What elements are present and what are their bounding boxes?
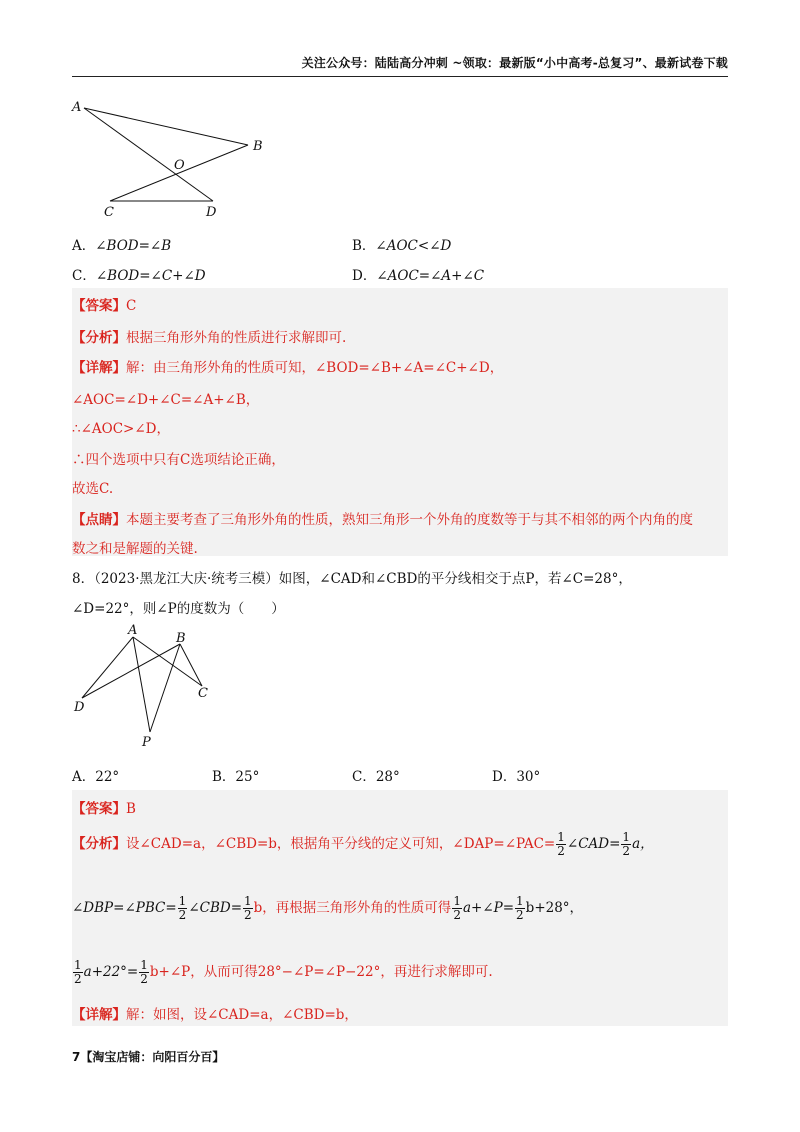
q8-analysis-3: $\frac{1}{2}$ a+22°= $\frac{1}{2}$ b+∠P，从而可得28°−∠P=∠P−22°，再进行求解即可.	[74, 958, 493, 986]
fraction-half: $\frac{1}{2}$	[622, 830, 631, 858]
fraction-half: $\frac{1}{2}$	[516, 894, 524, 922]
segment-ad	[84, 108, 213, 201]
q8-stem-1: 8．（2023·黑龙江大庆·统考三模）如图，∠CAD和∠CBD的平分线相交于点P，若∠C=28°，	[72, 571, 632, 587]
q8-analysis-1: 【分析】设∠CAD=a，∠CBD=b，根据角平分线的定义可知，∠DAP=∠PAC= $\frac{1}{2}$ ∠CAD= $\frac{1}{2}$ a，	[72, 830, 654, 858]
label-p: P	[142, 735, 151, 750]
q8-option-c[interactable]: C．28°	[352, 769, 400, 785]
label-a: A	[128, 623, 138, 638]
segment-bc	[180, 644, 202, 686]
q7-detail-4: ∴四个选项中只有C选项结论正确，	[72, 452, 285, 468]
segment-da	[82, 637, 133, 698]
header-text: 关注公众号：陆陆高分冲刺 ~领取：最新版“小中高考-总复习”、最新试卷下载	[301, 56, 728, 70]
q8-answer: 【答案】B	[72, 801, 136, 817]
q7-option-b[interactable]: B．∠AOC<∠D	[352, 238, 452, 254]
q7-detail-3: ∴∠AOC>∠D，	[72, 421, 170, 437]
label-o: O	[174, 158, 185, 173]
page-footer: 7【淘宝店铺：向阳百分百】	[72, 1050, 225, 1064]
label-b: B	[176, 631, 186, 646]
fraction-half: $\frac{1}{2}$	[244, 894, 252, 922]
q7-option-d[interactable]: D．∠AOC=∠A+∠C	[352, 268, 485, 284]
q8-stem-2: ∠D=22°，则∠P的度数为（ ）	[72, 601, 285, 617]
fraction-half: $\frac{1}{2}$	[140, 958, 148, 986]
segment-ap	[133, 637, 150, 732]
segment-db	[82, 644, 180, 698]
label-c: C	[104, 205, 114, 220]
q8-analysis-2: ∠DBP=∠PBC= $\frac{1}{2}$ ∠CBD= $\frac{1}{2}$ b，再根据三角形外角的性质可得 $\frac{1}{2}$ a+∠P= $\frac{1}{2}$ b+28°，	[72, 894, 584, 922]
segment-ac	[133, 637, 202, 686]
q7-option-c[interactable]: C．∠BOD=∠C+∠D	[72, 268, 206, 284]
q7-comment-1: 【点睛】本题主要考查了三角形外角的性质，熟知三角形一个外角的度数等于与其不相邻的两个内角的度	[72, 512, 693, 528]
page-header	[72, 54, 728, 77]
q8-detail-1: 【详解】解：如图，设∠CAD=a，∠CBD=b，	[72, 1007, 358, 1023]
label-c: C	[198, 686, 208, 701]
q8-option-a[interactable]: A．22°	[72, 769, 120, 785]
q7-analysis: 【分析】根据三角形外角的性质进行求解即可.	[72, 330, 347, 346]
segment-ab	[84, 108, 248, 145]
fraction-half: $\frac{1}{2}$	[74, 958, 82, 986]
q8-option-b[interactable]: B．25°	[212, 769, 260, 785]
label-b: B	[253, 139, 263, 154]
fraction-half: $\frac{1}{2}$	[178, 894, 187, 922]
label-a: A	[72, 100, 82, 115]
segment-bp	[150, 644, 180, 732]
q7-detail-2: ∠AOC=∠D+∠C=∠A+∠B，	[72, 392, 260, 408]
q7-answer: 【答案】C	[72, 298, 137, 314]
q8-option-d[interactable]: D．30°	[492, 769, 541, 785]
q7-detail-5: 故选C.	[72, 481, 114, 497]
figure-angle-bisectors	[70, 622, 230, 752]
q7-detail-1: 【详解】解：由三角形外角的性质可知，∠BOD=∠B+∠A=∠C+∠D，	[72, 360, 504, 376]
q7-option-a[interactable]: A．∠BOD=∠B	[72, 238, 172, 254]
segment-bc	[110, 145, 248, 201]
fraction-half: $\frac{1}{2}$	[557, 830, 565, 858]
q7-comment-2: 数之和是解题的关键.	[72, 541, 198, 557]
figure-triangles-aobcd	[70, 95, 270, 220]
fraction-half: $\frac{1}{2}$	[453, 894, 461, 922]
label-d: D	[206, 205, 217, 220]
label-d: D	[74, 700, 85, 715]
